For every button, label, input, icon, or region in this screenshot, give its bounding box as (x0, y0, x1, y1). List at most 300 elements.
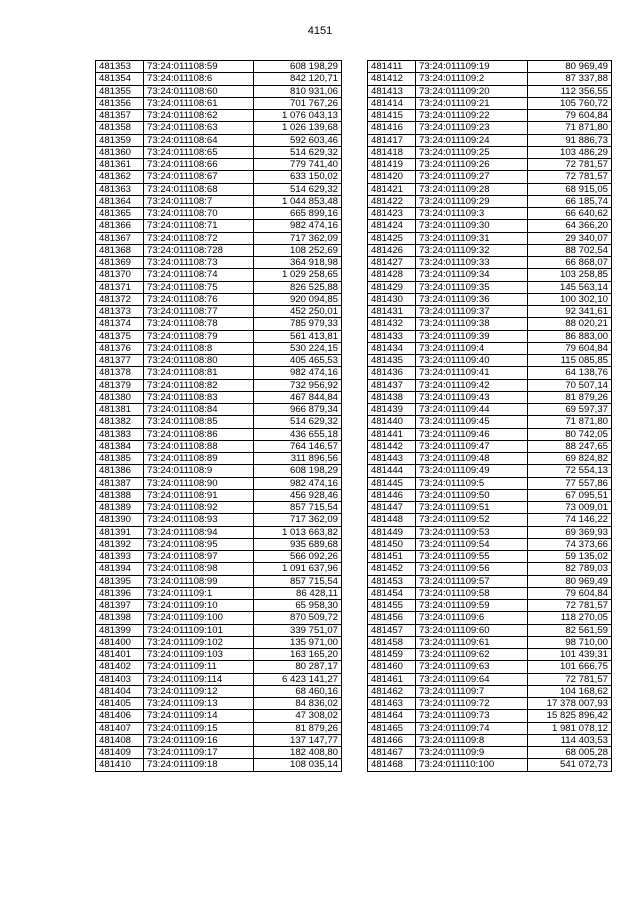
table-row (368, 159, 612, 171)
table-row (96, 624, 342, 636)
table-row (96, 526, 342, 538)
table-row (368, 649, 612, 661)
value-cell: 65 958,30 (254, 600, 342, 612)
value-cell: 311 896,56 (254, 453, 342, 465)
table-row (368, 551, 612, 563)
table-row (368, 600, 612, 612)
value-cell: 15 825 896,42 (528, 710, 612, 722)
table-row (368, 318, 612, 330)
row-number-cell: 481357 (96, 110, 144, 122)
row-number-cell: 481437 (368, 379, 416, 391)
row-number-cell: 481431 (368, 306, 416, 318)
value-cell: 69 369,93 (528, 526, 612, 538)
cadastral-number-cell: 73:24:011109:35 (416, 281, 528, 293)
table-row (96, 636, 342, 648)
table-row (96, 183, 342, 195)
table-row (96, 489, 342, 501)
cadastral-number-cell: 73:24:011109:45 (416, 416, 528, 428)
cadastral-number-cell: 73:24:011108:99 (144, 575, 254, 587)
row-number-cell: 481426 (368, 244, 416, 256)
row-number-cell: 481448 (368, 514, 416, 526)
row-number-cell: 481378 (96, 367, 144, 379)
row-number-cell: 481451 (368, 551, 416, 563)
value-cell: 1 076 043,13 (254, 110, 342, 122)
value-cell: 72 781,57 (528, 171, 612, 183)
table-row (96, 122, 342, 134)
row-number-cell: 481450 (368, 538, 416, 550)
row-number-cell: 481429 (368, 281, 416, 293)
table-row (368, 379, 612, 391)
row-number-cell: 481454 (368, 587, 416, 599)
value-cell: 115 085,85 (528, 355, 612, 367)
row-number-cell: 481402 (96, 661, 144, 673)
row-number-cell: 481379 (96, 379, 144, 391)
table-row (368, 208, 612, 220)
table-row (96, 477, 342, 489)
value-cell: 935 689,68 (254, 538, 342, 550)
cadastral-number-cell: 73:24:011109:60 (416, 624, 528, 636)
row-number-cell: 481444 (368, 465, 416, 477)
table-row (96, 759, 342, 771)
value-cell: 717 362,09 (254, 514, 342, 526)
row-number-cell: 481365 (96, 208, 144, 220)
table-row (96, 747, 342, 759)
value-cell: 665 899,16 (254, 208, 342, 220)
cadastral-number-cell: 73:24:011109:44 (416, 404, 528, 416)
cadastral-number-cell: 73:24:011109:11 (144, 661, 254, 673)
value-cell: 982 474,16 (254, 367, 342, 379)
row-number-cell: 481406 (96, 710, 144, 722)
value-cell: 73 009,01 (528, 502, 612, 514)
cadastral-number-cell: 73:24:011109:17 (144, 747, 254, 759)
value-cell: 103 258,85 (528, 269, 612, 281)
cadastral-number-cell: 73:24:011109:38 (416, 318, 528, 330)
cadastral-number-cell: 73:24:011108:728 (144, 244, 254, 256)
value-cell: 69 824,82 (528, 453, 612, 465)
value-cell: 79 604,84 (528, 342, 612, 354)
row-number-cell: 481398 (96, 612, 144, 624)
value-cell: 67 095,51 (528, 489, 612, 501)
cadastral-number-cell: 73:24:011109:21 (416, 97, 528, 109)
row-number-cell: 481449 (368, 526, 416, 538)
table-row (368, 97, 612, 109)
value-cell: 785 979,33 (254, 318, 342, 330)
value-cell: 982 474,16 (254, 220, 342, 232)
table-row (96, 257, 342, 269)
table-row (96, 710, 342, 722)
table-row (368, 453, 612, 465)
value-cell: 80 969,49 (528, 575, 612, 587)
table-row (96, 587, 342, 599)
value-cell: 87 337,88 (528, 73, 612, 85)
table-row (96, 698, 342, 710)
cadastral-number-cell: 73:24:011109:51 (416, 502, 528, 514)
row-number-cell: 481401 (96, 649, 144, 661)
table-row (368, 110, 612, 122)
cadastral-number-cell: 73:24:011109:26 (416, 159, 528, 171)
row-number-cell: 481372 (96, 293, 144, 305)
table-row (368, 710, 612, 722)
table-row (368, 269, 612, 281)
value-cell: 82 561,59 (528, 624, 612, 636)
value-cell: 81 879,26 (254, 722, 342, 734)
table-row (368, 281, 612, 293)
table-row (96, 612, 342, 624)
value-cell: 732 956,92 (254, 379, 342, 391)
row-number-cell: 481452 (368, 563, 416, 575)
row-number-cell: 481434 (368, 342, 416, 354)
row-number-cell: 481455 (368, 600, 416, 612)
row-number-cell: 481463 (368, 698, 416, 710)
table-row (368, 342, 612, 354)
table-row (368, 502, 612, 514)
value-cell: 810 931,06 (254, 85, 342, 97)
cadastral-number-cell: 73:24:011109:31 (416, 232, 528, 244)
table-row (368, 747, 612, 759)
cadastral-number-cell: 73:24:011109:15 (144, 722, 254, 734)
cadastral-number-cell: 73:24:011109:42 (416, 379, 528, 391)
cadastral-number-cell: 73:24:011109:33 (416, 257, 528, 269)
cadastral-number-cell: 73:24:011109:64 (416, 673, 528, 685)
cadastral-number-cell: 73:24:011108:72 (144, 232, 254, 244)
row-number-cell: 481468 (368, 759, 416, 771)
value-cell: 64 138,76 (528, 367, 612, 379)
cadastral-number-cell: 73:24:011109:48 (416, 453, 528, 465)
row-number-cell: 481375 (96, 330, 144, 342)
value-cell: 64 366,20 (528, 220, 612, 232)
table-row (368, 563, 612, 575)
row-number-cell: 481456 (368, 612, 416, 624)
row-number-cell: 481443 (368, 453, 416, 465)
row-number-cell: 481457 (368, 624, 416, 636)
table-row (368, 244, 612, 256)
cadastral-number-cell: 73:24:011108:85 (144, 416, 254, 428)
row-number-cell: 481464 (368, 710, 416, 722)
value-cell: 137 147,77 (254, 734, 342, 746)
value-cell: 1 026 139,68 (254, 122, 342, 134)
value-cell: 101 666,75 (528, 661, 612, 673)
cadastral-number-cell: 73:24:011108:65 (144, 146, 254, 158)
row-number-cell: 481407 (96, 722, 144, 734)
value-cell: 29 340,07 (528, 232, 612, 244)
row-number-cell: 481432 (368, 318, 416, 330)
table-row (96, 355, 342, 367)
value-cell: 77 557,86 (528, 477, 612, 489)
cadastral-number-cell: 73:24:011108:64 (144, 134, 254, 146)
value-cell: 84 836,02 (254, 698, 342, 710)
table-row (368, 330, 612, 342)
cadastral-number-cell: 73:24:011108:70 (144, 208, 254, 220)
cadastral-number-cell: 73:24:011109:3 (416, 208, 528, 220)
value-cell: 98 710,00 (528, 636, 612, 648)
table-row (96, 440, 342, 452)
cadastral-number-cell: 73:24:011108:9 (144, 465, 254, 477)
value-cell: 70 507,14 (528, 379, 612, 391)
cadastral-number-cell: 73:24:011109:22 (416, 110, 528, 122)
value-cell: 452 250,01 (254, 306, 342, 318)
value-cell: 68 005,28 (528, 747, 612, 759)
cadastral-number-cell: 73:24:011109:6 (416, 612, 528, 624)
table-row (368, 685, 612, 697)
row-number-cell: 481392 (96, 538, 144, 550)
cadastral-number-cell: 73:24:011109:36 (416, 293, 528, 305)
table-row (96, 269, 342, 281)
row-number-cell: 481389 (96, 502, 144, 514)
cadastral-number-cell: 73:24:011109:39 (416, 330, 528, 342)
row-number-cell: 481445 (368, 477, 416, 489)
cadastral-number-cell: 73:24:011109:103 (144, 649, 254, 661)
table-row (96, 318, 342, 330)
row-number-cell: 481427 (368, 257, 416, 269)
table-row (96, 514, 342, 526)
value-cell: 456 928,46 (254, 489, 342, 501)
cadastral-number-cell: 73:24:011109:8 (416, 734, 528, 746)
cadastral-number-cell: 73:24:011108:68 (144, 183, 254, 195)
cadastral-number-cell: 73:24:011109:30 (416, 220, 528, 232)
table-row (96, 342, 342, 354)
value-cell: 68 915,05 (528, 183, 612, 195)
row-number-cell: 481356 (96, 97, 144, 109)
row-number-cell: 481370 (96, 269, 144, 281)
row-number-cell: 481416 (368, 122, 416, 134)
cadastral-number-cell: 73:24:011108:67 (144, 171, 254, 183)
row-number-cell: 481395 (96, 575, 144, 587)
row-number-cell: 481415 (368, 110, 416, 122)
row-number-cell: 481393 (96, 551, 144, 563)
cadastral-number-cell: 73:24:011109:114 (144, 673, 254, 685)
cadastral-number-cell: 73:24:011108:6 (144, 73, 254, 85)
row-number-cell: 481385 (96, 453, 144, 465)
cadastral-number-cell: 73:24:011109:20 (416, 85, 528, 97)
table-row (96, 171, 342, 183)
value-cell: 135 971,00 (254, 636, 342, 648)
cadastral-number-cell: 73:24:011109:57 (416, 575, 528, 587)
row-number-cell: 481411 (368, 61, 416, 73)
table-row (368, 183, 612, 195)
value-cell: 633 150,02 (254, 171, 342, 183)
cadastral-number-cell: 73:24:011108:66 (144, 159, 254, 171)
value-cell: 608 198,29 (254, 465, 342, 477)
row-number-cell: 481459 (368, 649, 416, 661)
cadastral-number-cell: 73:24:011108:81 (144, 367, 254, 379)
value-cell: 339 751,07 (254, 624, 342, 636)
row-number-cell: 481412 (368, 73, 416, 85)
table-row (96, 428, 342, 440)
row-number-cell: 481453 (368, 575, 416, 587)
table-row (368, 73, 612, 85)
row-number-cell: 481447 (368, 502, 416, 514)
cadastral-number-cell: 73:24:011109:28 (416, 183, 528, 195)
cadastral-number-cell: 73:24:011109:9 (416, 747, 528, 759)
value-cell: 92 341,61 (528, 306, 612, 318)
cadastral-number-cell: 73:24:011108:77 (144, 306, 254, 318)
value-cell: 80 287,17 (254, 661, 342, 673)
cadastral-number-cell: 73:24:011109:72 (416, 698, 528, 710)
value-cell: 842 120,71 (254, 73, 342, 85)
value-cell: 86 428,11 (254, 587, 342, 599)
table-row (96, 379, 342, 391)
value-cell: 1 981 078,12 (528, 722, 612, 734)
cadastral-number-cell: 73:24:011109:58 (416, 587, 528, 599)
value-cell: 74 373,66 (528, 538, 612, 550)
value-cell: 764 146,57 (254, 440, 342, 452)
row-number-cell: 481419 (368, 159, 416, 171)
value-cell: 1 044 853,48 (254, 195, 342, 207)
cadastral-number-cell: 73:24:011109:25 (416, 146, 528, 158)
value-cell: 118 270,05 (528, 612, 612, 624)
value-cell: 59 135,02 (528, 551, 612, 563)
value-cell: 163 165,20 (254, 649, 342, 661)
value-cell: 100 302,10 (528, 293, 612, 305)
value-cell: 74 146,22 (528, 514, 612, 526)
cadastral-table-left (95, 60, 342, 772)
row-number-cell: 481362 (96, 171, 144, 183)
cadastral-number-cell: 73:24:011108:86 (144, 428, 254, 440)
cadastral-number-cell: 73:24:011108:63 (144, 122, 254, 134)
row-number-cell: 481396 (96, 587, 144, 599)
cadastral-number-cell: 73:24:011109:49 (416, 465, 528, 477)
cadastral-number-cell: 73:24:011108:74 (144, 269, 254, 281)
row-number-cell: 481376 (96, 342, 144, 354)
cadastral-number-cell: 73:24:011108:59 (144, 61, 254, 73)
row-number-cell: 481462 (368, 685, 416, 697)
table-row (368, 428, 612, 440)
cadastral-number-cell: 73:24:011109:16 (144, 734, 254, 746)
cadastral-number-cell: 73:24:011109:46 (416, 428, 528, 440)
row-number-cell: 481382 (96, 416, 144, 428)
table-row (96, 159, 342, 171)
row-number-cell: 481410 (96, 759, 144, 771)
value-cell: 182 408,80 (254, 747, 342, 759)
row-number-cell: 481466 (368, 734, 416, 746)
value-cell: 101 439,31 (528, 649, 612, 661)
value-cell: 88 020,21 (528, 318, 612, 330)
cadastral-number-cell: 73:24:011109:62 (416, 649, 528, 661)
value-cell: 79 604,84 (528, 587, 612, 599)
table-row (368, 673, 612, 685)
cadastral-number-cell: 73:24:011109:55 (416, 551, 528, 563)
table-row (96, 673, 342, 685)
cadastral-number-cell: 73:24:011109:52 (416, 514, 528, 526)
value-cell: 112 356,55 (528, 85, 612, 97)
table-row (368, 171, 612, 183)
page-number: 4151 (307, 25, 333, 37)
value-cell: 105 760,72 (528, 97, 612, 109)
value-cell: 69 597,37 (528, 404, 612, 416)
value-cell: 717 362,09 (254, 232, 342, 244)
cadastral-number-cell: 73:24:011109:2 (416, 73, 528, 85)
table-row (368, 636, 612, 648)
table-row (96, 416, 342, 428)
row-number-cell: 481408 (96, 734, 144, 746)
value-cell: 870 509,72 (254, 612, 342, 624)
row-number-cell: 481374 (96, 318, 144, 330)
value-cell: 826 525,88 (254, 281, 342, 293)
row-number-cell: 481441 (368, 428, 416, 440)
table-row (368, 293, 612, 305)
cadastral-number-cell: 73:24:011108:71 (144, 220, 254, 232)
value-cell: 857 715,54 (254, 575, 342, 587)
table-row (96, 244, 342, 256)
table-row (368, 514, 612, 526)
value-cell: 701 767,26 (254, 97, 342, 109)
table-row (96, 293, 342, 305)
table-row (368, 404, 612, 416)
value-cell: 405 465,53 (254, 355, 342, 367)
cadastral-table-right (367, 60, 612, 772)
table-row (368, 220, 612, 232)
value-cell: 86 883,00 (528, 330, 612, 342)
row-number-cell: 481413 (368, 85, 416, 97)
table-row (368, 722, 612, 734)
table-row (368, 416, 612, 428)
row-number-cell: 481397 (96, 600, 144, 612)
row-number-cell: 481460 (368, 661, 416, 673)
row-number-cell: 481381 (96, 404, 144, 416)
value-cell: 1 013 663,82 (254, 526, 342, 538)
row-number-cell: 481391 (96, 526, 144, 538)
table-row (368, 391, 612, 403)
row-number-cell: 481371 (96, 281, 144, 293)
cadastral-number-cell: 73:24:011109:10 (144, 600, 254, 612)
row-number-cell: 481380 (96, 391, 144, 403)
table-row (368, 734, 612, 746)
cadastral-number-cell: 73:24:011108:8 (144, 342, 254, 354)
table-row (96, 61, 342, 73)
row-number-cell: 481363 (96, 183, 144, 195)
row-number-cell: 481373 (96, 306, 144, 318)
row-number-cell: 481359 (96, 134, 144, 146)
table-row (96, 722, 342, 734)
value-cell: 66 185,74 (528, 195, 612, 207)
value-cell: 982 474,16 (254, 477, 342, 489)
cadastral-number-cell: 73:24:011109:101 (144, 624, 254, 636)
cadastral-number-cell: 73:24:011109:54 (416, 538, 528, 550)
table-row (96, 563, 342, 575)
value-cell: 514 629,32 (254, 416, 342, 428)
value-cell: 72 781,57 (528, 159, 612, 171)
table-row (96, 502, 342, 514)
row-number-cell: 481414 (368, 97, 416, 109)
table-row (96, 97, 342, 109)
row-number-cell: 481433 (368, 330, 416, 342)
row-number-cell: 481428 (368, 269, 416, 281)
value-cell: 72 781,57 (528, 673, 612, 685)
table-row (368, 306, 612, 318)
table-row (368, 355, 612, 367)
value-cell: 541 072,73 (528, 759, 612, 771)
row-number-cell: 481423 (368, 208, 416, 220)
table-row (96, 195, 342, 207)
cadastral-number-cell: 73:24:011109:5 (416, 477, 528, 489)
cadastral-number-cell: 73:24:011109:53 (416, 526, 528, 538)
table-row (368, 661, 612, 673)
cadastral-number-cell: 73:24:011109:24 (416, 134, 528, 146)
cadastral-number-cell: 73:24:011109:63 (416, 661, 528, 673)
cadastral-number-cell: 73:24:011108:7 (144, 195, 254, 207)
table-row (96, 391, 342, 403)
cadastral-number-cell: 73:24:011109:29 (416, 195, 528, 207)
table-row (96, 538, 342, 550)
row-number-cell: 481440 (368, 416, 416, 428)
value-cell: 114 403,53 (528, 734, 612, 746)
row-number-cell: 481409 (96, 747, 144, 759)
value-cell: 857 715,54 (254, 502, 342, 514)
value-cell: 6 423 141,27 (254, 673, 342, 685)
cadastral-number-cell: 73:24:011109:40 (416, 355, 528, 367)
table-row (368, 85, 612, 97)
table-row (96, 306, 342, 318)
